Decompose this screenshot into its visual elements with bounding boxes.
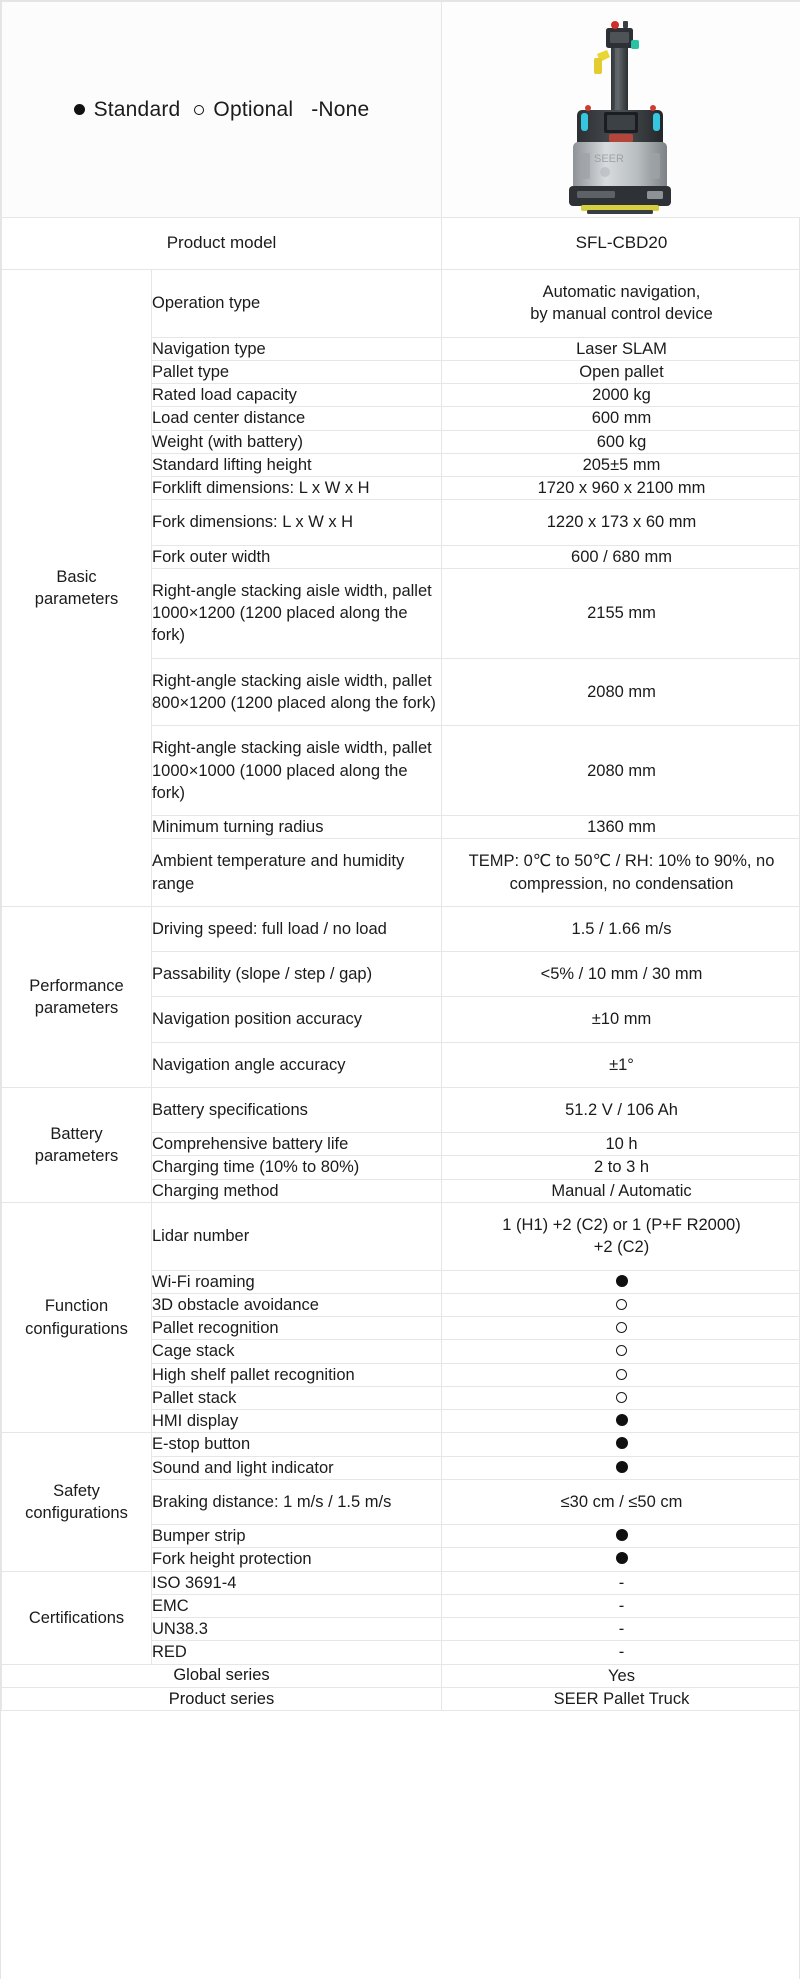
filled-circle-icon: [616, 1461, 628, 1473]
row-value: 1720 x 960 x 2100 mm: [442, 477, 800, 500]
table-row: [2, 1087, 800, 1132]
row-value: 51.2 V / 106 Ah: [442, 1087, 800, 1132]
row-label: Passability (slope / step / gap): [152, 952, 442, 997]
row-label: Fork dimensions: L x W x H: [152, 500, 442, 545]
row-label: Right-angle stacking aisle width, pallet 1000×1000 (1000 placed along the fork): [152, 726, 442, 816]
row-value: SEER Pallet Truck: [442, 1688, 800, 1711]
row-label: Right-angle stacking aisle width, pallet 1000×1200 (1200 placed along the fork): [152, 568, 442, 658]
row-value: 205±5 mm: [442, 453, 800, 476]
row-label: Global series: [2, 1664, 442, 1687]
open-circle-icon: [616, 1392, 627, 1403]
row-value: [442, 1293, 800, 1316]
row-label: Minimum turning radius: [152, 816, 442, 839]
legend-inner: [2, 98, 441, 122]
row-value: [442, 1363, 800, 1386]
group-label-basic: Basic parameters: [2, 270, 152, 907]
row-value: Laser SLAM: [442, 337, 800, 360]
row-label: Weight (with battery): [152, 430, 442, 453]
row-label: Charging time (10% to 80%): [152, 1156, 442, 1179]
row-label: Product series: [2, 1688, 442, 1711]
row-value: 1220 x 173 x 60 mm: [442, 500, 800, 545]
row-label: Pallet recognition: [152, 1317, 442, 1340]
row-label: ISO 3691-4: [152, 1571, 442, 1594]
row-label: Fork height protection: [152, 1548, 442, 1571]
open-circle-icon: [194, 105, 204, 115]
row-label: Braking distance: 1 m/s / 1.5 m/s: [152, 1479, 442, 1524]
row-value: 2 to 3 h: [442, 1156, 800, 1179]
row-label: Sound and light indicator: [152, 1456, 442, 1479]
row-value: TEMP: 0℃ to 50℃ / RH: 10% to 90%, no compression, no condensation: [442, 839, 800, 907]
table-row: [2, 1664, 800, 1687]
row-label: Comprehensive battery life: [152, 1133, 442, 1156]
row-label: Pallet stack: [152, 1386, 442, 1409]
row-value: Open pallet: [442, 360, 800, 383]
table-row: [2, 270, 800, 338]
row-label: Ambient temperature and humidity range: [152, 839, 442, 907]
row-value: 2000 kg: [442, 384, 800, 407]
row-label: Navigation position accuracy: [152, 997, 442, 1042]
legend-header-row: [2, 2, 800, 218]
row-value: <5% / 10 mm / 30 mm: [442, 952, 800, 997]
product-model-row: [2, 218, 800, 270]
legend-standard-label: Standard: [93, 97, 181, 121]
legend-none-label: -None: [311, 97, 370, 121]
open-circle-icon: [616, 1299, 627, 1310]
svg-text:SEER: SEER: [593, 153, 624, 165]
row-value: -: [442, 1571, 800, 1594]
specification-table: [1, 1, 800, 1711]
group-label-battery: Battery parameters: [2, 1087, 152, 1202]
row-label: Load center distance: [152, 407, 442, 430]
row-value: 1.5 / 1.66 m/s: [442, 906, 800, 951]
row-label: Standard lifting height: [152, 453, 442, 476]
row-value: Yes: [442, 1664, 800, 1687]
row-value: -: [442, 1641, 800, 1664]
row-value: [442, 1525, 800, 1548]
row-label: Cage stack: [152, 1340, 442, 1363]
filled-circle-icon: [616, 1437, 628, 1449]
row-value: ±10 mm: [442, 997, 800, 1042]
open-circle-icon: [616, 1322, 627, 1333]
group-label-performance: Performance parameters: [2, 906, 152, 1087]
filled-circle-icon: [616, 1275, 628, 1287]
row-value: 2155 mm: [442, 568, 800, 658]
table-row: [2, 906, 800, 951]
legend-cell: [2, 2, 442, 218]
row-value: Automatic navigation, by manual control device: [442, 270, 800, 338]
row-label: Navigation angle accuracy: [152, 1042, 442, 1087]
row-label: High shelf pallet recognition: [152, 1363, 442, 1386]
row-value: [442, 1548, 800, 1571]
open-circle-icon: [616, 1369, 627, 1380]
row-value: 2080 mm: [442, 658, 800, 726]
row-value: 1360 mm: [442, 816, 800, 839]
row-value: 600 / 680 mm: [442, 545, 800, 568]
product-photo-cell: [442, 2, 800, 218]
row-label: Navigation type: [152, 337, 442, 360]
table-row: [2, 1688, 800, 1711]
table-row: [2, 1433, 800, 1456]
product-photo: [442, 2, 800, 217]
row-label: Fork outer width: [152, 545, 442, 568]
filled-circle-icon: [616, 1414, 628, 1426]
forklift-robot-icon: [547, 12, 697, 217]
table-row: [2, 1571, 800, 1594]
filled-circle-icon: [74, 104, 85, 115]
filled-circle-icon: [616, 1529, 628, 1541]
row-value: Manual / Automatic: [442, 1179, 800, 1202]
group-label-certifications: Certifications: [2, 1571, 152, 1664]
open-circle-icon: [616, 1345, 627, 1356]
legend-optional-label: Optional: [213, 97, 294, 121]
row-value: 10 h: [442, 1133, 800, 1156]
row-value: [442, 1340, 800, 1363]
row-value: -: [442, 1594, 800, 1617]
row-label: Operation type: [152, 270, 442, 338]
row-label: 3D obstacle avoidance: [152, 1293, 442, 1316]
product-model-value: SFL-CBD20: [442, 218, 800, 270]
row-label: HMI display: [152, 1410, 442, 1433]
row-label: UN38.3: [152, 1618, 442, 1641]
row-value: [442, 1410, 800, 1433]
row-value: ≤30 cm / ≤50 cm: [442, 1479, 800, 1524]
table-row: [2, 1202, 800, 1270]
row-label: Right-angle stacking aisle width, pallet 800×1200 (1200 placed along the fork): [152, 658, 442, 726]
row-value: [442, 1456, 800, 1479]
row-label: RED: [152, 1641, 442, 1664]
row-value: [442, 1386, 800, 1409]
row-label: Wi-Fi roaming: [152, 1270, 442, 1293]
row-value: 1 (H1) +2 (C2) or 1 (P+F R2000) +2 (C2): [442, 1202, 800, 1270]
group-label-safety: Safety configurations: [2, 1433, 152, 1571]
row-label: E-stop button: [152, 1433, 442, 1456]
row-label: Forklift dimensions: L x W x H: [152, 477, 442, 500]
row-label: EMC: [152, 1594, 442, 1617]
product-model-label: Product model: [2, 218, 442, 270]
row-value: -: [442, 1618, 800, 1641]
row-label: Charging method: [152, 1179, 442, 1202]
row-label: Rated load capacity: [152, 384, 442, 407]
group-label-function: Function configurations: [2, 1202, 152, 1432]
row-value: 600 mm: [442, 407, 800, 430]
row-label: Pallet type: [152, 360, 442, 383]
row-label: Driving speed: full load / no load: [152, 906, 442, 951]
row-value: [442, 1317, 800, 1340]
row-value: 600 kg: [442, 430, 800, 453]
row-value: 2080 mm: [442, 726, 800, 816]
row-value: ±1°: [442, 1042, 800, 1087]
row-value: [442, 1433, 800, 1456]
row-label: Lidar number: [152, 1202, 442, 1270]
row-value: [442, 1270, 800, 1293]
filled-circle-icon: [616, 1552, 628, 1564]
row-label: Bumper strip: [152, 1525, 442, 1548]
row-label: Battery specifications: [152, 1087, 442, 1132]
